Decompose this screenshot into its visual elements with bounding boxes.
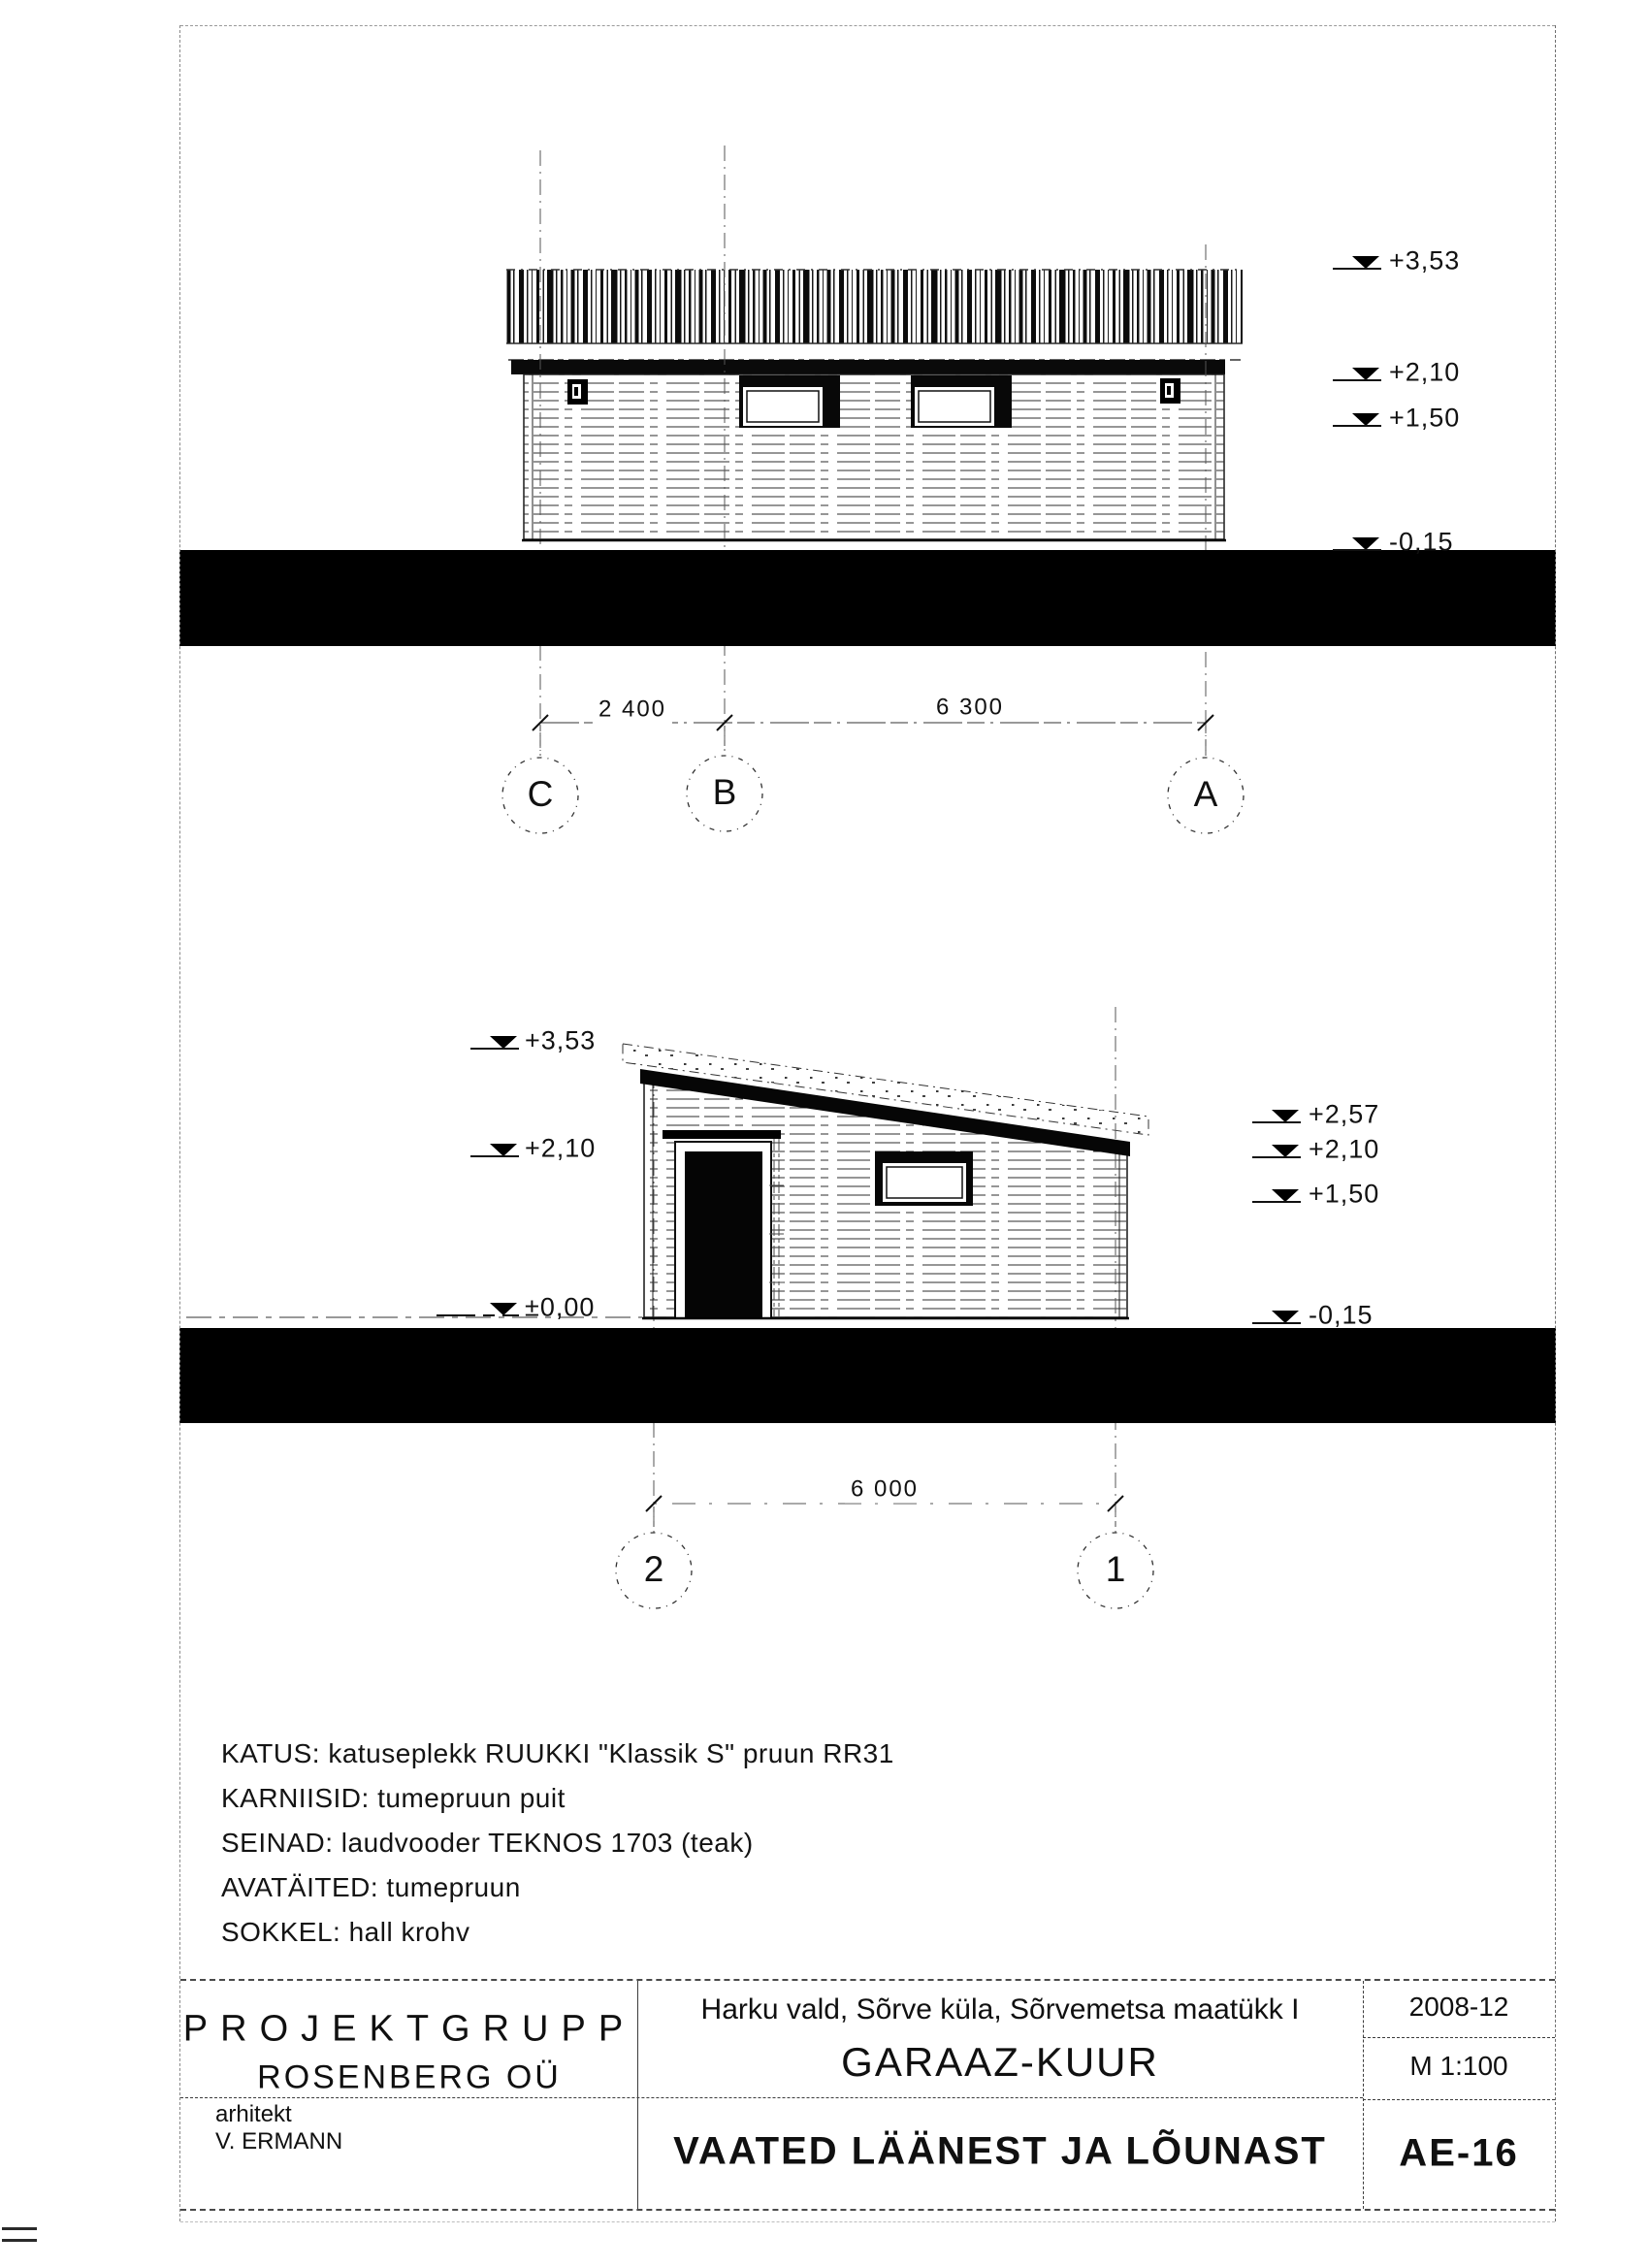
level-label: +2,10 [525,1133,597,1163]
architect-role: arhitekt [215,2101,292,2127]
company-name-2: ROSENBERG OÜ [257,2058,562,2096]
level-label: +3,53 [1389,245,1461,275]
ground-band-south [179,1328,1556,1423]
title-block-divider [1363,2099,1555,2100]
sheet-title: VAATED LÄÄNEST JA LÕUNAST [673,2129,1327,2173]
dimension-label: 2 400 [593,697,672,724]
finish-note-seinad: SEINAD: laudvooder TEKNOS 1703 (teak) [221,1828,754,1858]
title-block-divider [180,2097,1363,2098]
west-vent-right [1160,378,1180,404]
south-level-markers-right [1252,1110,1301,1323]
west-window-1 [739,375,840,428]
south-level-markers-left [436,1036,519,1315]
ground-band-west [179,550,1556,646]
grid-bubble-c: C [527,774,554,815]
west-vent-left [567,379,588,405]
sheet-border-top [180,25,1555,26]
architect-name: V. ERMANN [215,2128,343,2155]
finish-note-avataited: AVATÄITED: tumepruun [221,1872,521,1902]
project-name: GARAAZ-KUUR [841,2039,1159,2085]
level-label: +1,50 [1389,403,1461,433]
title-block-divider [637,1981,638,2209]
sheet-border-right [1555,25,1556,2221]
company-name: PROJEKTGRUPP [182,2008,636,2050]
finish-note-sokkel: SOKKEL: hall krohv [221,1917,470,1947]
title-block-divider [1363,1981,1364,2209]
level-label: +2,57 [1309,1099,1380,1129]
grid-bubble-a: A [1193,774,1218,815]
west-elevation-drawing [179,146,1556,833]
south-window [875,1151,973,1206]
level-label: +2,10 [1389,357,1461,387]
south-door [663,1130,781,1318]
sheet-border-left [179,25,180,2221]
scan-artifact-mark [2,2227,37,2242]
title-block-divider [1363,2037,1555,2038]
level-label: -0,15 [1389,527,1454,557]
level-label: +2,10 [1309,1134,1380,1164]
level-label: +3,53 [525,1025,597,1055]
finish-note-katus: KATUS: katuseplekk RUUKKI "Klassik S" pruun RR31 [221,1738,894,1768]
west-window-2 [911,375,1012,428]
grid-bubble-2: 2 [643,1549,664,1590]
sheet-border-bottom [180,2221,1555,2222]
drawing-scale: M 1:100 [1409,2051,1508,2081]
sheet-number: AE-16 [1399,2131,1519,2175]
drawing-date: 2008-12 [1408,1992,1509,2022]
dimension-label: 6 000 [845,1476,924,1504]
grid-bubble-b: B [712,772,737,813]
level-label: ±0,00 [525,1292,596,1322]
dimension-label: 6 300 [930,695,1010,722]
title-block [180,1979,1555,2211]
finish-note-karniisid: KARNIISID: tumepruun puit [221,1783,566,1813]
grid-bubble-1: 1 [1105,1549,1126,1590]
level-label: +1,50 [1309,1179,1380,1209]
west-level-markers [1333,256,1381,550]
level-label: -0,15 [1309,1300,1374,1330]
project-address: Harku vald, Sõrve küla, Sõrvemetsa maatükk I [700,1993,1300,2025]
